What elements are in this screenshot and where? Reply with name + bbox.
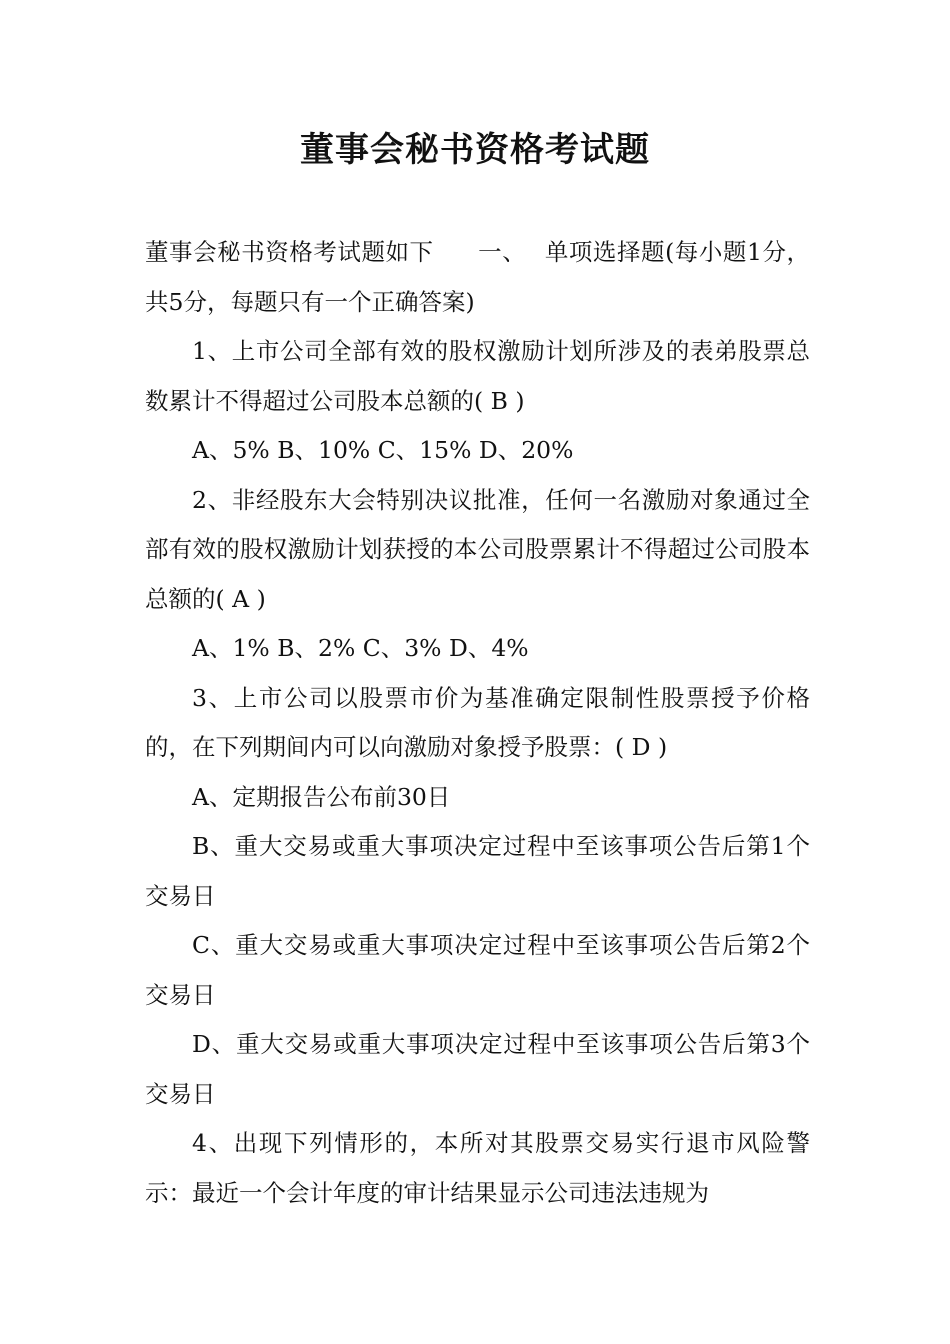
paragraph-q2-options: A、1% B、2% C、3% D、4%: [192, 634, 529, 662]
paragraph-q3-option-b: B、重大交易或重大事项决定过程中至该事项公告后第1个交易日: [145, 832, 810, 910]
paragraph-q3-option-c: C、重大交易或重大事项决定过程中至该事项公告后第2个交易日: [145, 931, 810, 1009]
paragraph-q1-options: A、5% B、10% C、15% D、20%: [192, 436, 574, 464]
intro-lead: 董事会秘书资格考试题如下: [145, 238, 434, 266]
paragraph-q1: 1、上市公司全部有效的股权激励计划所涉及的表弟股票总数累计不得超过公司股本总额的( B ): [145, 337, 810, 415]
intro-paragraph: [145, 228, 810, 327]
paragraph-q3: 3、上市公司以股票市价为基准确定限制性股票授予价格的，在下列期间内可以向激励对象授予股票：( D ): [145, 683, 810, 761]
paragraph-q3-option-d: D、重大交易或重大事项决定过程中至该事项公告后第3个交易日: [145, 1030, 810, 1108]
paragraph-q2: 2、非经股东大会特别决议批准，任何一名激励对象通过全部有效的股权激励计划获授的本公司股票累计不得超过公司股本总额的( A ): [145, 485, 810, 613]
document-body: [145, 228, 810, 1218]
section-heading: 单项选择题(每小题1分，共5分，每题只有一个正确答案): [145, 238, 811, 316]
paragraph-q4: 4、出现下列情形的，本所对其股票交易实行退市风险警示：最近一个会计年度的审计结果显示公司违法违规为: [145, 1129, 810, 1207]
question-list: [145, 327, 810, 1218]
paragraph-q3-option-a: A、定期报告公布前30日: [192, 782, 451, 811]
section-number: 一、: [477, 238, 527, 266]
document-title: 董事会秘书资格考试题: [300, 130, 650, 170]
